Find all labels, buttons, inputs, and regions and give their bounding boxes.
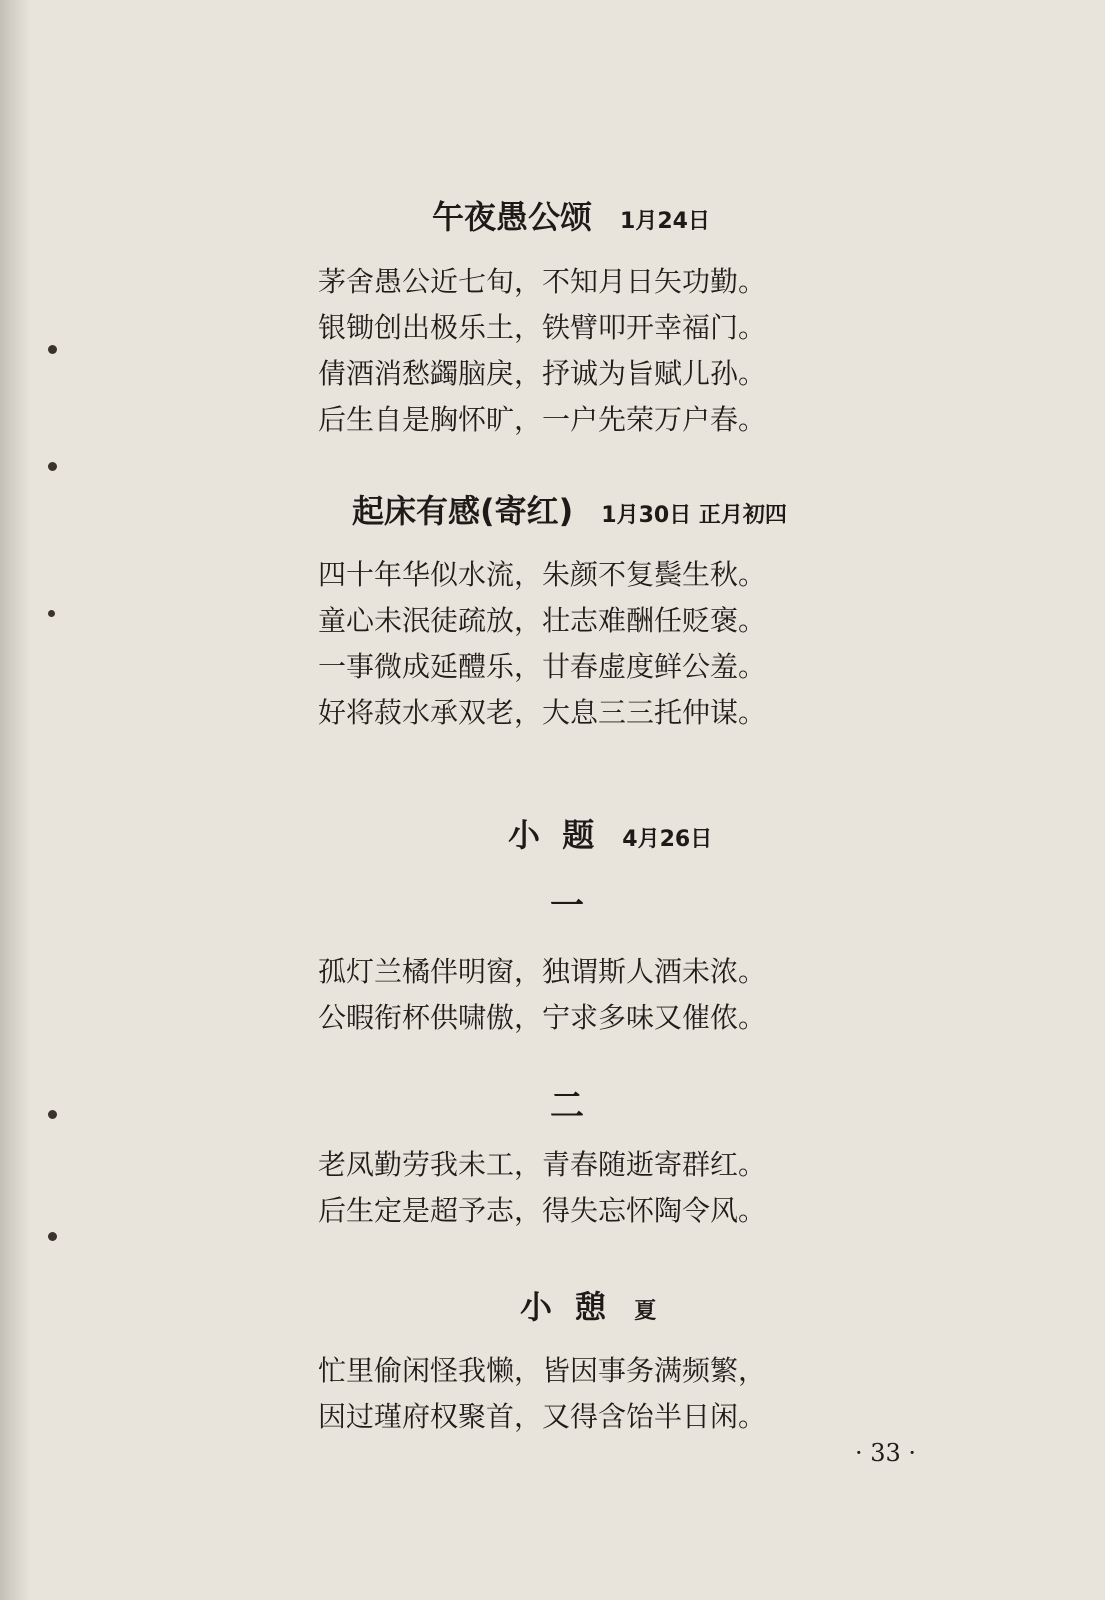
- binding-hole-icon: [48, 610, 55, 617]
- poem-heading: [520, 1282, 656, 1328]
- poem-title: 小 憩: [520, 1288, 607, 1326]
- poem-line: 好将菽水承双老，大息三三托仲谋。: [318, 696, 767, 729]
- poem-date: 1月24日: [620, 209, 710, 234]
- poem-line: 忙里偷闲怪我懒，皆因事务满频繁，: [318, 1354, 767, 1387]
- poem-line: 倩酒消愁蠲脑戾，抒诚为旨赋儿孙。: [318, 357, 767, 390]
- poem-heading: [352, 486, 787, 532]
- poem-heading: [432, 192, 710, 238]
- poem-line: 因过瑾府权聚首，又得含饴半日闲。: [318, 1400, 767, 1433]
- binding-edge-shadow: [0, 0, 30, 1600]
- poem-line: 一事微成延醴乐，廿春虚度鲜公羞。: [318, 650, 767, 683]
- poem-date: 1月30日 正月初四: [601, 503, 787, 528]
- poem-line: 茅舍愚公近七旬，不知月日矢功勤。: [318, 265, 767, 298]
- poem-line: 银锄创出极乐土，铁臂叩开幸福门。: [318, 311, 767, 344]
- poem-title: 午夜愚公颂: [432, 198, 593, 236]
- poem-title: 小 题: [508, 816, 595, 854]
- binding-hole-icon: [48, 462, 57, 471]
- poem-line: 四十年华似水流，朱颜不复鬓生秋。: [318, 558, 767, 591]
- poem-line: 后生定是超予志，得失忘怀陶令风。: [318, 1194, 767, 1227]
- part-number: 一: [550, 886, 584, 926]
- poem-heading: [508, 810, 712, 856]
- binding-hole-icon: [48, 345, 57, 354]
- poem-date: 夏: [634, 1299, 657, 1324]
- poem-line: 童心未泯徒疏放，壮志难酬任贬褒。: [318, 604, 767, 637]
- poem-title: 起床有感(寄红): [352, 492, 574, 530]
- binding-hole-icon: [48, 1110, 57, 1119]
- poem-date: 4月26日: [622, 827, 713, 852]
- page-number: · 33 ·: [855, 1439, 917, 1467]
- poem-line: 后生自是胸怀旷，一户先荣万户春。: [318, 403, 767, 436]
- poem-line: 公暇衔杯供啸傲，宁求多味又催侬。: [318, 1001, 767, 1034]
- binding-hole-icon: [48, 1232, 57, 1241]
- poem-line: 孤灯兰橘伴明窗，独谓斯人酒未浓。: [318, 955, 767, 988]
- poem-line: 老凤勤劳我未工，青春随逝寄群红。: [318, 1148, 767, 1181]
- part-number: 二: [550, 1086, 584, 1126]
